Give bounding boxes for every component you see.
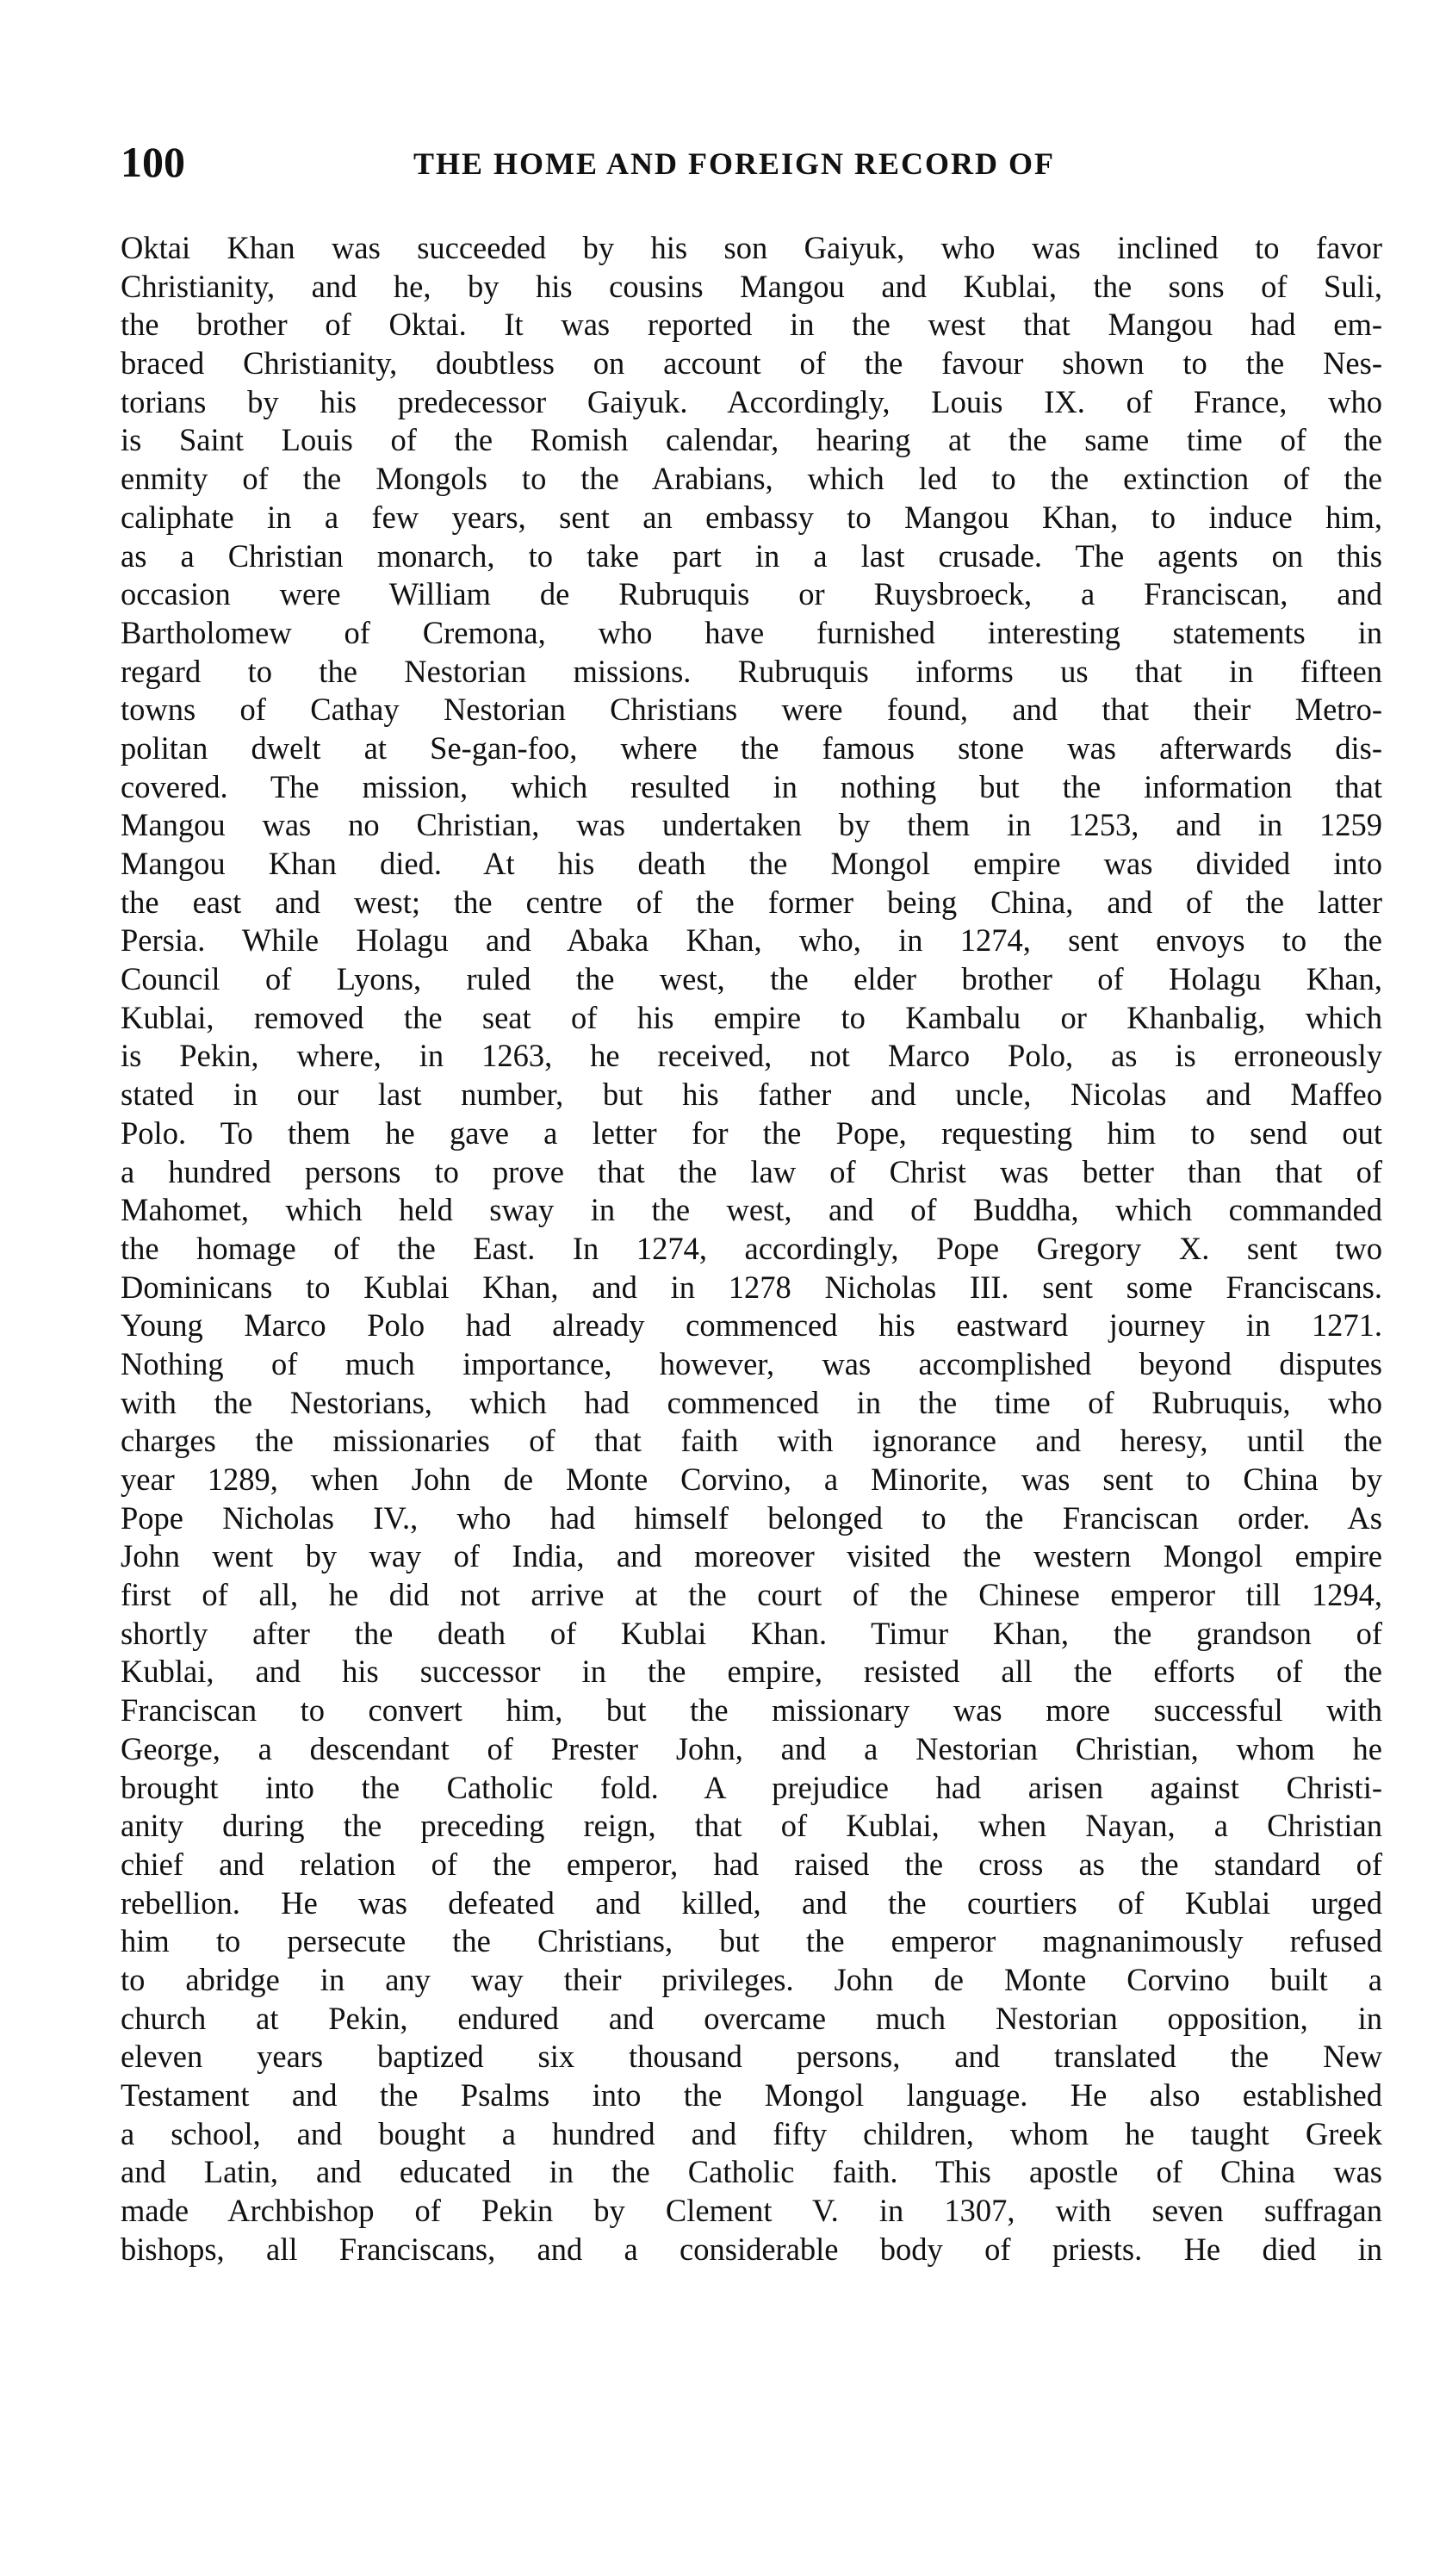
text-line: a hundred persons to prove that the law of Christ was better than that of: [121, 1153, 1382, 1189]
text-line: Kublai, and his successor in the empire, resisted all the efforts of the: [121, 1654, 1382, 1690]
text-line: charges the missionaries of that faith with ignorance and heresy, until the: [121, 1423, 1382, 1459]
text-line: towns of Cathay Nestorian Christians were found, and that their Metro-: [121, 692, 1382, 728]
text-line: Mangou Khan died. At his death the Mongol empire was divided into: [121, 846, 1382, 881]
text-line: bishops, all Franciscans, and a considerable body of priests. He died in: [121, 2231, 1382, 2267]
text-line: Christianity, and he, by his cousins Mangou and Kublai, the sons of Suli,: [121, 268, 1382, 304]
text-line: eleven years baptized six thousand persons, and translated the New: [121, 2039, 1382, 2075]
text-line: brought into the Catholic fold. A prejudice had arisen against Christi-: [121, 1769, 1382, 1805]
page-number: 100: [121, 138, 185, 186]
text-line: first of all, he did not arrive at the court of the Chinese emperor till 1294,: [121, 1577, 1382, 1613]
text-line: the homage of the East. In 1274, accordingly, Pope Gregory X. sent two: [121, 1230, 1382, 1266]
text-line: made Archbishop of Pekin by Clement V. in 1307, with seven suffragan: [121, 2193, 1382, 2229]
text-line: Nothing of much importance, however, was accomplished beyond disputes: [121, 1345, 1382, 1381]
text-line: year 1289, when John de Monte Corvino, a Minorite, was sent to China by: [121, 1462, 1382, 1497]
text-line: Young Marco Polo had already commenced his eastward journey in 1271.: [121, 1307, 1382, 1344]
text-line: Oktai Khan was succeeded by his son Gaiyuk, who was inclined to favor: [121, 230, 1382, 265]
text-line: is Saint Louis of the Romish calendar, hearing at the same time of the: [121, 422, 1382, 458]
running-head: [121, 136, 1378, 188]
text-line: him to persecute the Christians, but the emperor magnanimously refused: [121, 1923, 1382, 1959]
text-line: covered. The mission, which resulted in nothing but the information that: [121, 768, 1382, 804]
text-line: Polo. To them he gave a letter for the Pope, requesting him to send out: [121, 1114, 1382, 1151]
text-line: Council of Lyons, ruled the west, the elder brother of Holagu Khan,: [121, 961, 1382, 997]
text-line: politan dwelt at Se-gan-foo, where the famous stone was afterwards dis-: [121, 729, 1382, 766]
text-line: and Latin, and educated in the Catholic faith. This apostle of China was: [121, 2154, 1382, 2190]
text-line: torians by his predecessor Gaiyuk. Accordingly, Louis IX. of France, who: [121, 383, 1382, 419]
text-line: Persia. While Holagu and Abaka Khan, who, in 1274, sent envoys to the: [121, 922, 1382, 959]
text-line: George, a descendant of Prester John, and a Nestorian Christian, whom he: [121, 1730, 1382, 1766]
text-line: braced Christianity, doubtless on account of the favour shown to the Nes-: [121, 345, 1382, 382]
text-line: stated in our last number, but his father and uncle, Nicolas and Maffeo: [121, 1077, 1382, 1113]
text-line: enmity of the Mongols to the Arabians, which led to the extinction of the: [121, 461, 1382, 497]
text-line: Kublai, removed the seat of his empire to Kambalu or Khanbalig, which: [121, 999, 1382, 1035]
text-line: with the Nestorians, which had commenced in the time of Rubruquis, who: [121, 1384, 1382, 1420]
text-line: Mangou was no Christian, was undertaken by them in 1253, and in 1259: [121, 807, 1382, 843]
body-text: [121, 229, 1382, 2269]
text-line: Pope Nicholas IV., who had himself belonged to the Franciscan order. As: [121, 1499, 1382, 1536]
running-title: THE HOME AND FOREIGN RECORD OF: [413, 146, 1056, 181]
text-line: Dominicans to Kublai Khan, and in 1278 Nicholas III. sent some Franciscans.: [121, 1269, 1382, 1305]
text-line: the brother of Oktai. It was reported in the west that Mangou had em-: [121, 307, 1382, 343]
text-line: anity during the preceding reign, that of Kublai, when Nayan, a Christian: [121, 1808, 1382, 1844]
text-line: chief and relation of the emperor, had raised the cross as the standard of: [121, 1846, 1382, 1882]
text-line: the east and west; the centre of the former being China, and of the latter: [121, 884, 1382, 920]
text-line: shortly after the death of Kublai Khan. Timur Khan, the grandson of: [121, 1615, 1382, 1651]
text-line: is Pekin, where, in 1263, he received, not Marco Polo, as is erroneously: [121, 1038, 1382, 1074]
text-line: church at Pekin, endured and overcame much Nestorian opposition, in: [121, 2000, 1382, 2036]
text-line: Mahomet, which held sway in the west, and of Buddha, which commanded: [121, 1192, 1382, 1228]
text-line: Bartholomew of Cremona, who have furnished interesting statements in: [121, 614, 1382, 650]
text-line: John went by way of India, and moreover visited the western Mongol empire: [121, 1538, 1382, 1574]
text-line: to abridge in any way their privileges. John de Monte Corvino built a: [121, 1961, 1382, 1997]
text-line: Testament and the Psalms into the Mongol language. He also established: [121, 2077, 1382, 2113]
text-line: Franciscan to convert him, but the missionary was more successful with: [121, 1692, 1382, 1729]
text-line: as a Christian monarch, to take part in a last crusade. The agents on this: [121, 537, 1382, 574]
text-line: rebellion. He was defeated and killed, and the courtiers of Kublai urged: [121, 1884, 1382, 1921]
text-line: occasion were William de Rubruquis or Ruysbroeck, a Franciscan, and: [121, 576, 1382, 612]
text-line: regard to the Nestorian missions. Rubruquis informs us that in fifteen: [121, 653, 1382, 689]
text-line: a school, and bought a hundred and fifty children, whom he taught Greek: [121, 2115, 1382, 2151]
text-line: caliphate in a few years, sent an embassy to Mangou Khan, to induce him,: [121, 499, 1382, 535]
